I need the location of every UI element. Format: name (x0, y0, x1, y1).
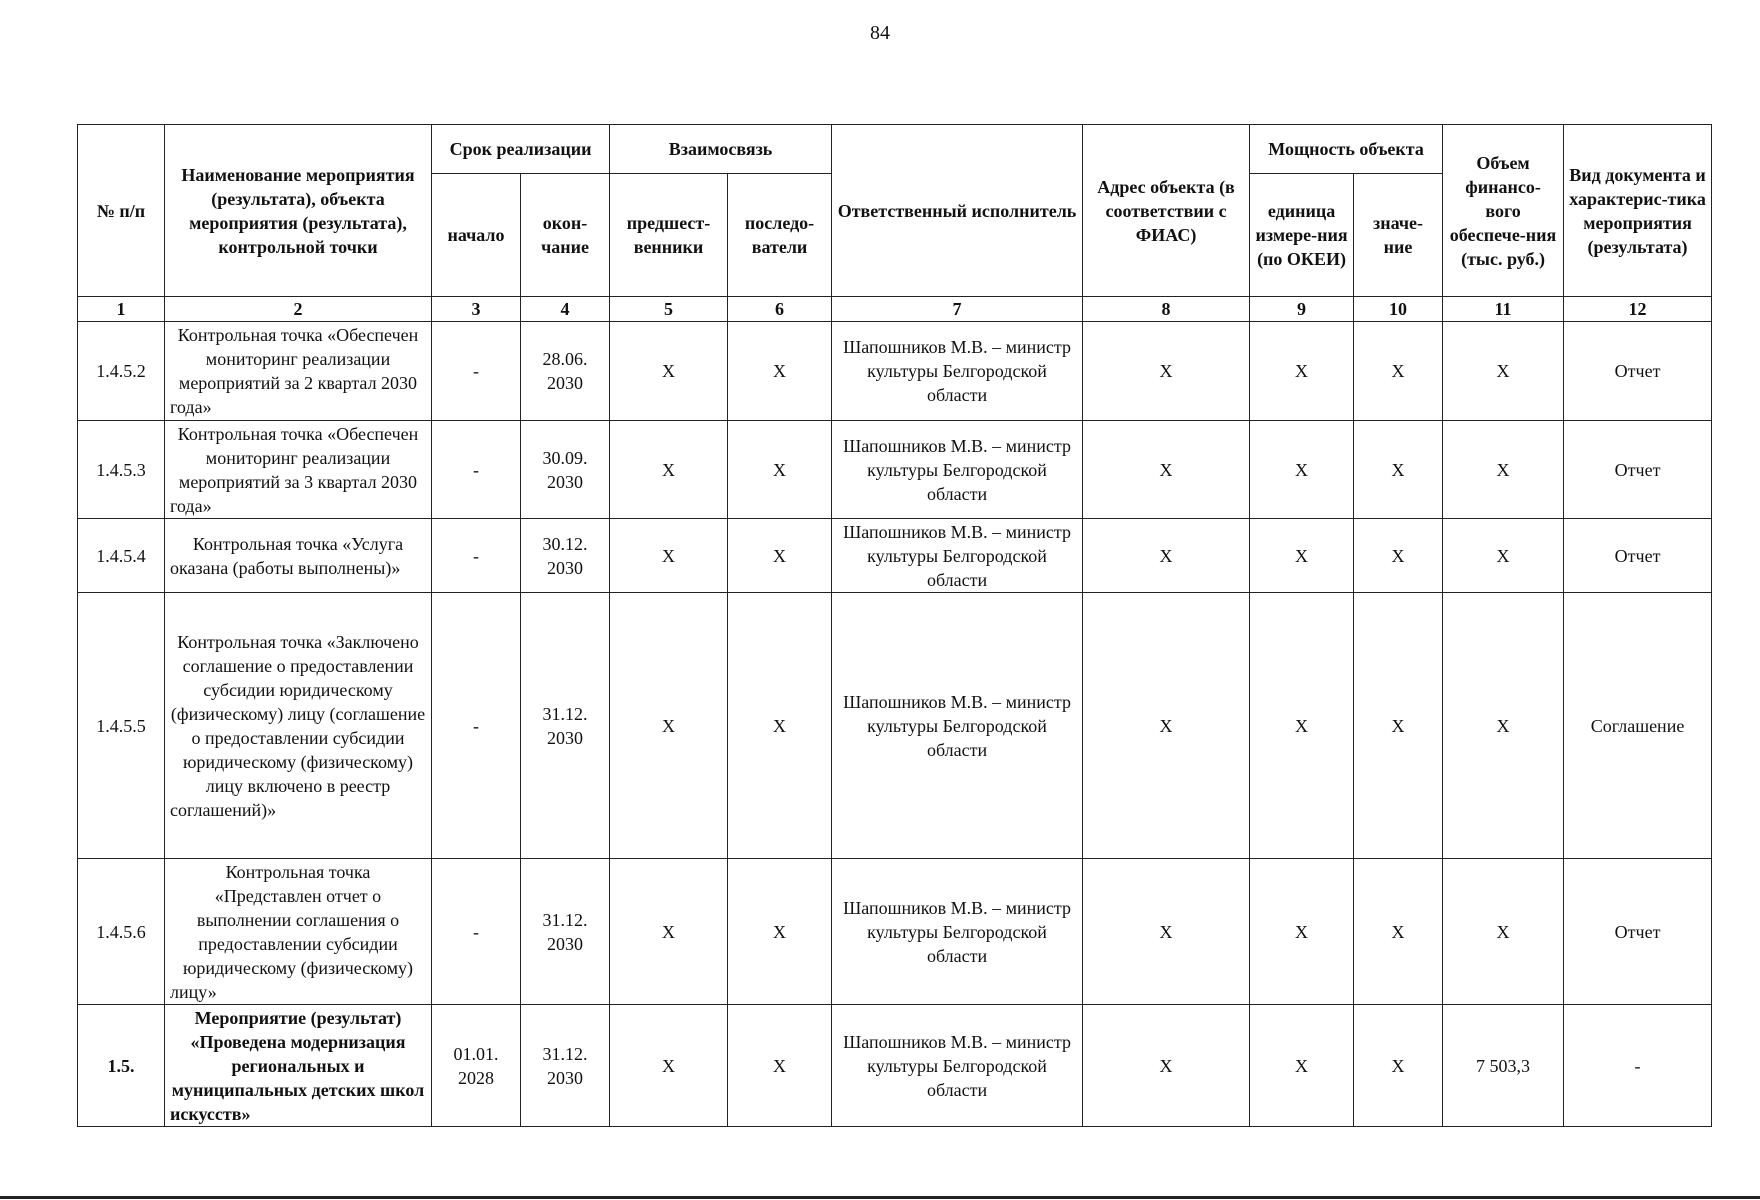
row-start: - (432, 859, 521, 1005)
row-finance: Х (1443, 593, 1564, 859)
row-number: 1.4.5.3 (78, 421, 165, 519)
row-doc-type: Отчет (1564, 859, 1712, 1005)
row-doc-type: Отчет (1564, 421, 1712, 519)
row-address: Х (1083, 519, 1250, 593)
row-successors: Х (728, 322, 832, 421)
row-number: 1.4.5.6 (78, 859, 165, 1005)
column-number-row (78, 297, 1712, 322)
row-address: Х (1083, 421, 1250, 519)
row-unit: Х (1250, 421, 1354, 519)
column-number: 10 (1354, 297, 1443, 322)
row-value: Х (1354, 859, 1443, 1005)
row-end: 31.12. 2030 (521, 1005, 610, 1127)
table-row (78, 1005, 1712, 1127)
row-address: Х (1083, 1005, 1250, 1127)
row-predecessors: Х (610, 322, 728, 421)
table-row (78, 519, 1712, 593)
column-number: 7 (832, 297, 1083, 322)
row-end: 30.12. 2030 (521, 519, 610, 593)
header-capacity-value: значе-ние (1354, 174, 1443, 297)
row-unit: Х (1250, 859, 1354, 1005)
row-doc-type: - (1564, 1005, 1712, 1127)
row-doc-type: Отчет (1564, 519, 1712, 593)
column-number: 6 (728, 297, 832, 322)
header-term-end: окон-чание (521, 174, 610, 297)
row-predecessors: Х (610, 519, 728, 593)
row-finance: Х (1443, 859, 1564, 1005)
header-link-pred: предшест-венники (610, 174, 728, 297)
column-number: 4 (521, 297, 610, 322)
row-start: - (432, 593, 521, 859)
column-number: 1 (78, 297, 165, 322)
row-value: Х (1354, 1005, 1443, 1127)
row-successors: Х (728, 593, 832, 859)
bottom-rule (0, 1196, 1760, 1199)
row-finance: 7 503,3 (1443, 1005, 1564, 1127)
table-row (78, 593, 1712, 859)
row-name: Контрольная точка «Заключено соглашение о предоставлении субсидии юридическому (физическому) лицу (соглашение о предоставлении субсидии юридическому (физическому) лицу включено в реестр соглашений)» (165, 593, 432, 859)
header-number: № п/п (78, 125, 165, 297)
table-header (78, 125, 1712, 297)
table-row (78, 421, 1712, 519)
row-address: Х (1083, 859, 1250, 1005)
table-row (78, 322, 1712, 421)
header-capacity-unit: единица измере-ния (по ОКЕИ) (1250, 174, 1354, 297)
row-doc-type: Соглашение (1564, 593, 1712, 859)
column-number: 11 (1443, 297, 1564, 322)
header-term-start: начало (432, 174, 521, 297)
row-unit: Х (1250, 519, 1354, 593)
row-successors: Х (728, 859, 832, 1005)
row-name: Контрольная точка «Обеспечен мониторинг реализации мероприятий за 2 квартал 2030 года» (165, 322, 432, 421)
row-predecessors: Х (610, 593, 728, 859)
row-predecessors: Х (610, 421, 728, 519)
row-name: Контрольная точка «Обеспечен мониторинг реализации мероприятий за 3 квартал 2030 года» (165, 421, 432, 519)
row-doc-type: Отчет (1564, 322, 1712, 421)
row-value: Х (1354, 519, 1443, 593)
row-end: 31.12. 2030 (521, 593, 610, 859)
header-name: Наименование мероприятия (результата), объекта мероприятия (результата), контрольной точки (165, 125, 432, 297)
row-predecessors: Х (610, 1005, 728, 1127)
row-number: 1.4.5.4 (78, 519, 165, 593)
page-number: 84 (870, 22, 890, 44)
column-number: 5 (610, 297, 728, 322)
header-term-group: Срок реализации (432, 125, 610, 174)
header-responsible: Ответственный исполнитель (832, 125, 1083, 297)
row-finance: Х (1443, 421, 1564, 519)
row-predecessors: Х (610, 859, 728, 1005)
column-number: 2 (165, 297, 432, 322)
column-number: 9 (1250, 297, 1354, 322)
row-finance: Х (1443, 519, 1564, 593)
row-name: Мероприятие (результат) «Проведена модернизация региональных и муниципальных детских школ искусств» (165, 1005, 432, 1127)
row-responsible: Шапошников М.В. – министр культуры Белгородской области (832, 421, 1083, 519)
row-responsible: Шапошников М.В. – министр культуры Белгородской области (832, 593, 1083, 859)
row-value: Х (1354, 593, 1443, 859)
row-number: 1.4.5.2 (78, 322, 165, 421)
row-value: Х (1354, 421, 1443, 519)
row-name: Контрольная точка «Услуга оказана (работы выполнены)» (165, 519, 432, 593)
row-responsible: Шапошников М.В. – министр культуры Белгородской области (832, 859, 1083, 1005)
row-name: Контрольная точка «Представлен отчет о выполнении соглашения о предоставлении субсидии юридическому (физическому) лицу» (165, 859, 432, 1005)
row-address: Х (1083, 593, 1250, 859)
row-responsible: Шапошников М.В. – министр культуры Белгородской области (832, 519, 1083, 593)
header-link-group: Взаимосвязь (610, 125, 832, 174)
row-unit: Х (1250, 1005, 1354, 1127)
header-link-succ: последо-ватели (728, 174, 832, 297)
header-finance: Объем финансо-вого обеспече-ния (тыс. руб.) (1443, 125, 1564, 297)
row-end: 31.12. 2030 (521, 859, 610, 1005)
column-number: 12 (1564, 297, 1712, 322)
plan-table (77, 124, 1712, 1127)
row-number: 1.4.5.5 (78, 593, 165, 859)
row-start: - (432, 322, 521, 421)
row-number: 1.5. (78, 1005, 165, 1127)
table-row (78, 859, 1712, 1005)
row-unit: Х (1250, 322, 1354, 421)
column-number: 3 (432, 297, 521, 322)
header-address: Адрес объекта (в соответствии с ФИАС) (1083, 125, 1250, 297)
row-value: Х (1354, 322, 1443, 421)
row-finance: Х (1443, 322, 1564, 421)
row-start: - (432, 519, 521, 593)
row-responsible: Шапошников М.В. – министр культуры Белгородской области (832, 1005, 1083, 1127)
header-capacity-group: Мощность объекта (1250, 125, 1443, 174)
row-end: 30.09. 2030 (521, 421, 610, 519)
row-unit: Х (1250, 593, 1354, 859)
row-successors: Х (728, 421, 832, 519)
row-start: 01.01. 2028 (432, 1005, 521, 1127)
row-successors: Х (728, 1005, 832, 1127)
row-address: Х (1083, 322, 1250, 421)
row-responsible: Шапошников М.В. – министр культуры Белгородской области (832, 322, 1083, 421)
column-number: 8 (1083, 297, 1250, 322)
row-end: 28.06. 2030 (521, 322, 610, 421)
header-doc-type: Вид документа и характерис-тика мероприятия (результата) (1564, 125, 1712, 297)
row-successors: Х (728, 519, 832, 593)
row-start: - (432, 421, 521, 519)
